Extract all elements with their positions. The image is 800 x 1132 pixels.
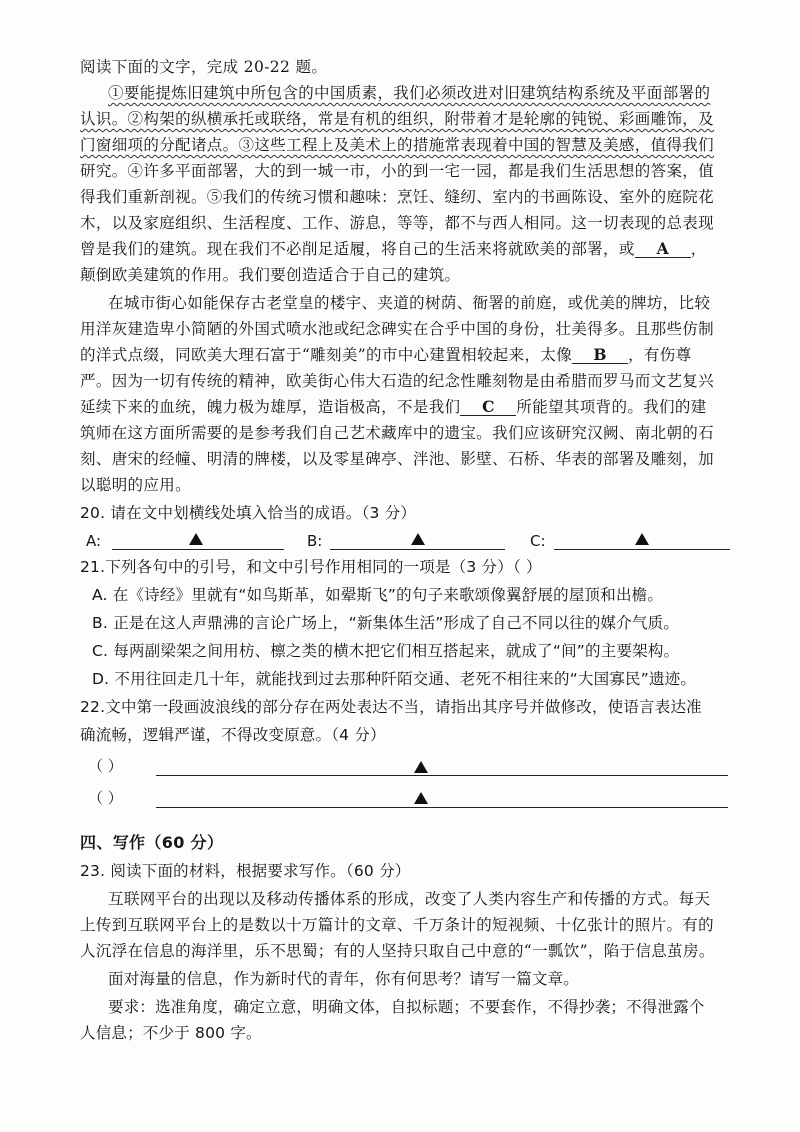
- requirements-line-1: 要求：选准角度，确定立意，明确文体，自拟标题；不要套作，不得抄袭；不得泄露个: [108, 998, 705, 1016]
- q21-stem: 21.下列各句中的引号，和文中引号作用相同的一项是（3 分）（ ）: [80, 558, 542, 576]
- q20-label-c: C:: [530, 532, 546, 550]
- material-line-1: 互联网平台的出现以及移动传播体系的形成，改变了人类内容生产和传播的方式。每天: [108, 890, 711, 908]
- q20-answer-line-a[interactable]: [112, 549, 284, 550]
- p2-line-3-text: 的洋式点缀，同欧美大理石富于“雕刻美”的市中心建置相较起来，太像: [80, 346, 573, 364]
- blank-b: B: [572, 346, 628, 364]
- q21-option-d: D. 不用往回走几十年，就能找到过去那种阡陌交通、老死不相往来的“大国寡民”遗迹。: [92, 670, 697, 688]
- p2-line-5-text: 延续下来的血统，魄力极为雄厚，造诣极高，不是我们: [80, 398, 461, 416]
- section-heading: 四、写作（60 分）: [80, 833, 224, 852]
- p2-line-3-end: ，有伤尊: [628, 346, 692, 364]
- q22-answer-line-1[interactable]: [156, 775, 728, 776]
- p2-line-5-end: 所能望其项背的。我们的建: [516, 398, 707, 416]
- triangle-marker-icon: [635, 533, 649, 545]
- triangle-marker-icon: [414, 792, 428, 804]
- p1-line-1-text: ①要能提炼旧建筑中所包含的中国质素，我们必须改进对旧建筑结构系统及平面部署的: [108, 84, 711, 102]
- q20-answer-line-c[interactable]: [554, 549, 730, 550]
- p1-line-7-end: ，: [690, 240, 707, 258]
- p2-line-6: 筑师在这方面所需要的是参考我们自己艺术藏库中的遗宝。我们应该研究汉阙、南北朝的石: [80, 424, 715, 442]
- p2-line-7: 刻、唐宋的经幢、明清的牌楼，以及零星碑亭、泮池、影壁、石桥、华表的部署及雕刻，加: [80, 450, 715, 468]
- p1-line-1: [108, 83, 710, 103]
- q22-paren-2: （ ）: [88, 789, 123, 807]
- material-line-3: 人沉浮在信息的海洋里，乐不思蜀；有的人坚持只取自己中意的“一瓢饮”，陷于信息茧房。: [80, 942, 715, 960]
- q21-option-a: A. 在《诗经》里就有“如鸟斯革，如翚斯飞”的句子来歌颂像翼舒展的屋顶和出檐。: [92, 586, 664, 604]
- p2-line-2: 用洋灰建造卑小简陋的外国式喷水池或纪念碑实在合乎中国的身份，壮美得多。且那些仿制: [80, 320, 715, 338]
- q21-option-b: B. 正是在这人声鼎沸的言论广场上，“新集体生活”形成了自己不同以往的媒介气质。: [92, 614, 680, 632]
- q22-stem-line-1: 22.文中第一段画波浪线的部分存在两处表达不当，请指出其序号并做修改，使语言表达准: [80, 698, 702, 716]
- q20-answer-line-b[interactable]: [330, 549, 505, 550]
- q21-option-c: C. 每两副梁架之间用枋、檩之类的横木把它们相互搭起来，就成了“间”的主要架构。: [92, 642, 680, 660]
- q22-paren-1: （ ）: [88, 757, 123, 775]
- p1-line-2: 认识。②构架的纵横承托或联络，常是有机的组织，附带着才是轮廓的钝锐、彩画雕饰，及: [80, 110, 715, 128]
- q23-stem: 23. 阅读下面的材料，根据要求写作。（60 分）: [80, 862, 411, 880]
- p1-line-8: 颠倒欧美建筑的作用。我们要创造适合于自己的建筑。: [80, 266, 461, 284]
- triangle-marker-icon: [414, 761, 428, 773]
- p1-line-3: 门窗细项的分配诸点。③这些工程上及美术上的措施常表现着中国的智慧及美感，值得我们: [80, 136, 715, 154]
- q22-answer-line-2[interactable]: [156, 807, 728, 808]
- blank-c: C: [460, 398, 516, 416]
- p2-line-5: [80, 397, 707, 417]
- blank-a: A: [635, 240, 691, 258]
- material-line-2: 上传到互联网平台上的是数以十万篇计的文章、千万条计的短视频、十亿张计的照片。有的: [80, 916, 715, 934]
- p1-line-4: 研究。④许多平面部署，大的到一城一市，小的到一宅一园，都是我们生活思想的答案，值: [80, 162, 715, 180]
- requirements-line-2: 人信息；不少于 800 字。: [80, 1024, 262, 1042]
- p2-line-1: 在城市街心如能保存古老堂皇的楼宇、夹道的树荫、衙署的前庭，或优美的牌坊，比较: [108, 294, 711, 312]
- p2-line-4: 严。因为一切有传统的精神，欧美街心伟大石造的纪念性雕刻物是由希腊而罗马而文艺复兴: [80, 372, 715, 390]
- triangle-marker-icon: [189, 533, 203, 545]
- p1-line-7-text: 曾是我们的建筑。现在我们不必削足适履，将自己的生活来将就欧美的部署，或: [80, 240, 635, 258]
- q20-label-a: A:: [86, 532, 102, 550]
- p1-line-6: 木，以及家庭组织、生活程度、工作、游息，等等，都不与西人相同。这一切表现的总表现: [80, 214, 715, 232]
- triangle-marker-icon: [411, 533, 425, 545]
- q20-label-b: B:: [307, 532, 323, 550]
- p1-line-7: [80, 239, 707, 259]
- q22-stem-line-2: 确流畅，逻辑严谨，不得改变原意。（4 分）: [80, 726, 386, 744]
- reading-intro: 阅读下面的文字，完成 20-22 题。: [80, 58, 328, 76]
- p2-line-3: [80, 345, 691, 365]
- prompt-line: 面对海量的信息，作为新时代的青年，你有何思考？请写一篇文章。: [108, 970, 580, 988]
- p2-line-8: 以聪明的应用。: [80, 476, 191, 494]
- p1-line-5: 得我们重新剖视。⑤我们的传统习惯和趣味：烹饪、缝纫、室内的书画陈设、室外的庭院花: [80, 188, 715, 206]
- q20-stem: 20. 请在文中划横线处填入恰当的成语。（3 分）: [80, 504, 417, 522]
